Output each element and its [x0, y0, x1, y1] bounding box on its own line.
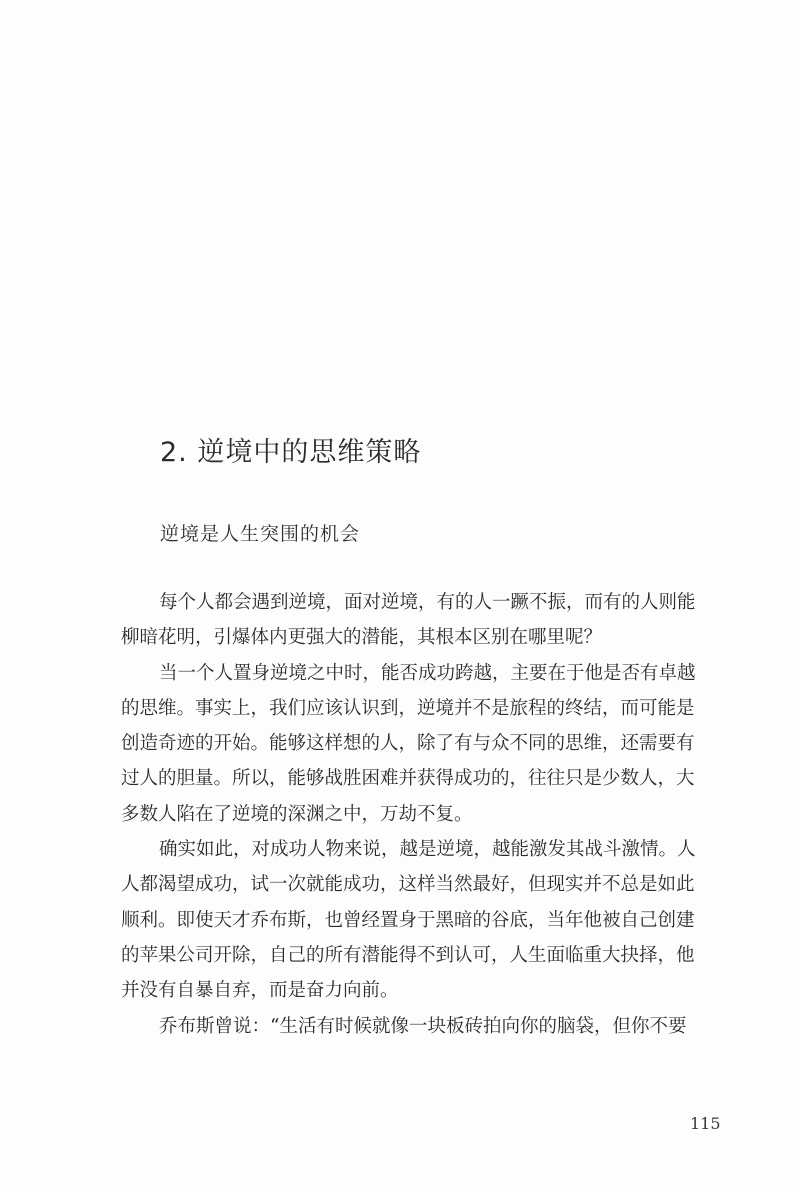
paragraph: [121, 656, 721, 832]
text-line: 确实如此，对成功人物来说，越是逆境，越能激发其战斗激情。人: [159, 839, 696, 861]
text-line: 多数人陷在了逆境的深渊之中，万劫不复。: [121, 803, 473, 825]
text-line: 乔布斯曾说：“生活有时候就像一块板砖拍向你的脑袋，但你不要: [159, 1015, 687, 1037]
text-line: 的思维。事实上，我们应该认识到，逆境并不是旅程的终结，而可能是: [121, 697, 695, 719]
text-line: 过人的胆量。所以，能够战胜困难并获得成功的，往往只是少数人，大: [121, 768, 695, 790]
paragraph: [121, 1009, 721, 1044]
text-line: 的苹果公司开除，自己的所有潜能得不到认可，人生面临重大抉择，他: [121, 944, 695, 966]
text-line: 创造奇迹的开始。能够这样想的人，除了有与众不同的思维，还需要有: [121, 733, 695, 755]
chapter-title: 2. 逆境中的思维策略: [160, 437, 422, 468]
body-text: [121, 585, 721, 1044]
text-line: 人都渴望成功，试一次就能成功，这样当然最好，但现实并不总是如此: [121, 874, 695, 896]
section-title: 逆境是人生突围的机会: [160, 523, 361, 545]
paragraph: [121, 832, 721, 1008]
text-line: 每个人都会遇到逆境，面对逆境，有的人一蹶不振，而有的人则能: [159, 592, 696, 613]
text-line: 并没有自暴自弃，而是奋力向前。: [121, 980, 399, 1002]
text-line: 顺利。即使天才乔布斯，也曾经置身于黑暗的谷底，当年他被自己创建: [121, 909, 695, 931]
page-number: 115: [690, 1114, 721, 1133]
paragraph: [121, 585, 721, 656]
text-line: 当一个人置身逆境之中时，能否成功跨越，主要在于他是否有卓越: [159, 662, 696, 684]
text-line: 柳暗花明，引爆体内更强大的潜能，其根本区别在哪里呢？: [121, 627, 603, 649]
